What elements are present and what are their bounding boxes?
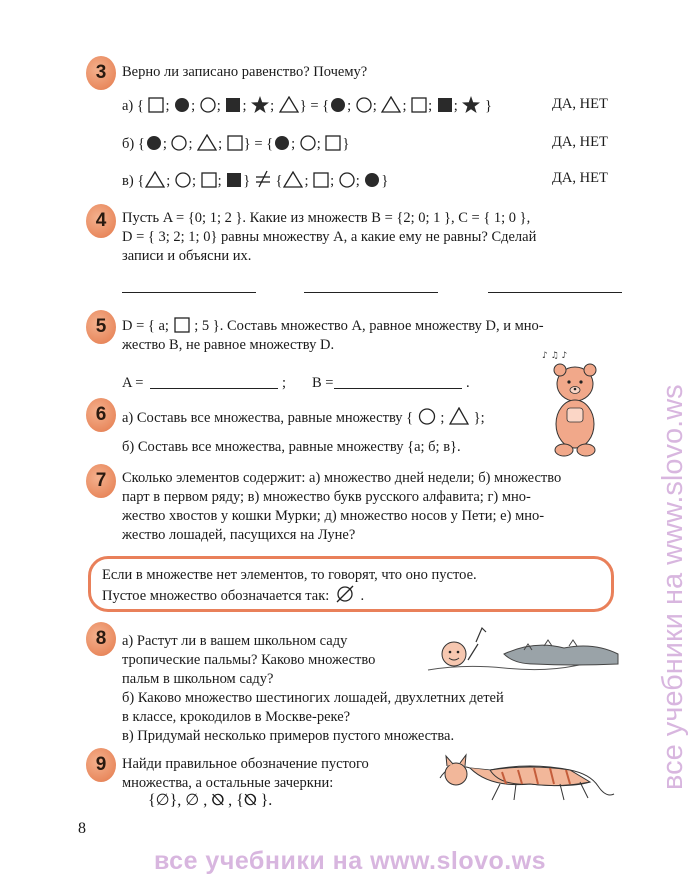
separator: ; (282, 375, 287, 391)
circle-icon (418, 408, 436, 425)
exercise-3b-set: б) { ; ; ; } = { ; ; } (122, 136, 350, 152)
side-watermark (642, 110, 700, 800)
answer-blank-1[interactable] (122, 292, 256, 293)
empty-set-icon (334, 585, 356, 603)
exercise-6-number: 6 (86, 398, 116, 432)
exercise-9-number: 9 (86, 748, 116, 782)
triangle-icon (145, 171, 165, 188)
star-icon (251, 96, 269, 113)
circle-icon (300, 135, 316, 151)
definition-line2 (102, 585, 364, 606)
bear-illustration (540, 346, 610, 462)
set-d-end: ; 5 }. Составь множество A, равное множеству D, и мно- (194, 318, 544, 334)
exercise-3a-answer: ДА, НЕТ (552, 96, 608, 112)
triangle-icon (197, 134, 217, 151)
answer-blank-2[interactable] (304, 292, 438, 293)
square-icon (411, 97, 427, 113)
definition-line2-end: . (360, 588, 365, 604)
triangle-icon (381, 96, 401, 113)
exercise-8b-line2: в классе, крокодилов в Москве-реке? (122, 709, 351, 725)
set-d-start: D = { а; (122, 318, 169, 334)
exercise-5-line1 (122, 317, 544, 336)
separator: ; (440, 410, 445, 426)
exercise-8a-line1: а) Растут ли в вашем школьном саду (122, 633, 348, 649)
exercise-7-line2: парт в первом ряду; в) множество букв русского алфавита; г) мно- (122, 489, 531, 505)
filled-square-icon (437, 97, 453, 113)
answer-blank-3[interactable] (488, 292, 622, 293)
exercise-4-number: 4 (86, 204, 116, 238)
triangle-icon (279, 96, 299, 113)
exercise-7-number: 7 (86, 464, 116, 498)
exercise-8a-line2: тропические пальмы? Каково множество (122, 652, 376, 668)
not-equal-icon (255, 170, 271, 188)
filled-square-icon (226, 172, 242, 188)
exercise-9-line2: множества, а остальные зачеркни: (122, 775, 334, 791)
circle-icon (356, 97, 372, 113)
exercise-5-line2: жество B, не равное множеству D. (122, 337, 335, 353)
item-label: а) (122, 98, 134, 114)
exercise-9-line1: Найди правильное обозначение пустого (122, 756, 369, 772)
exercise-8c: в) Придумай несколько примеров пустого множества. (122, 728, 455, 744)
exercise-4-line3: записи и объясни их. (122, 248, 252, 264)
triangle-icon (283, 171, 303, 188)
filled-circle-icon (174, 97, 190, 113)
exercise-3a-set: а) { ; ; ; ; ; } = { ; ; ; ; ; } (122, 98, 492, 114)
circle-icon (339, 172, 355, 188)
square-icon (227, 135, 243, 151)
item-label: в) (122, 173, 134, 189)
exercise-7-line1: Сколько элементов содержит: а) множество дней недели; б) множество (122, 470, 562, 486)
filled-circle-icon (146, 135, 162, 151)
square-icon (174, 317, 190, 333)
square-icon (201, 172, 217, 188)
page-number: 8 (78, 820, 86, 837)
bottom-watermark: все учебники на www.slovo.ws (153, 847, 547, 875)
exercise-3b-answer: ДА, НЕТ (552, 134, 608, 150)
circle-icon (171, 135, 187, 151)
exercise-3v-answer: ДА, НЕТ (552, 170, 608, 186)
set-b-label: B = (312, 375, 334, 391)
empty-set-options: {∅}, ∅ , ⦰ , {⦰ }. (148, 792, 273, 809)
exercise-6a-text: а) Составь все множества, равные множеству { (122, 410, 414, 426)
set-end: }; (473, 410, 485, 426)
filled-circle-icon (364, 172, 380, 188)
svg-text:♪ ♫ ♪: ♪ ♫ ♪ (542, 351, 568, 361)
exercise-8-number: 8 (86, 622, 116, 656)
item-label: б) (122, 136, 135, 152)
exercise-3v-set: в) { ; ; ; } { ; ; ; } (122, 170, 388, 191)
exercise-8b-line1: б) Каково множество шестиногих лошадей, двухлетних детей (122, 690, 504, 706)
exercise-4-line2: D = { 3; 2; 1; 0} равны множеству A, а какие ему не равны? Сделай (122, 229, 537, 245)
exercise-3-number: 3 (86, 56, 116, 90)
exercise-6a (122, 407, 485, 428)
circle-icon (200, 97, 216, 113)
exercise-4-line1: Пусть A = {0; 1; 2 }. Какие из множеств B = {2; 0; 1 }, C = { 1; 0 }, (122, 210, 531, 226)
river-illustration (424, 624, 620, 680)
set-b-blank[interactable] (334, 388, 462, 389)
filled-circle-icon (274, 135, 290, 151)
definition-line1: Если в множестве нет элементов, то говорят, что оно пустое. (102, 567, 477, 583)
end-period: . (466, 375, 470, 391)
filled-circle-icon (330, 97, 346, 113)
square-icon (325, 135, 341, 151)
set-a-blank[interactable] (150, 388, 278, 389)
exercise-3-question: Верно ли записано равенство? Почему? (122, 64, 368, 80)
star-icon (462, 96, 480, 113)
cat-illustration (430, 748, 616, 806)
exercise-6b: б) Составь все множества, равные множеству {а; б; в}. (122, 439, 461, 455)
exercise-7-line3: жество хвостов у кошки Мурки; д) множество носов у Пети; е) мно- (122, 508, 545, 524)
side-watermark-text: все учебники на www.slovo.ws (657, 384, 689, 790)
triangle-icon (449, 407, 469, 425)
exercise-7-line4: жество лошадей, пасущихся на Луне? (122, 527, 356, 543)
square-icon (313, 172, 329, 188)
exercise-5-number: 5 (86, 310, 116, 344)
square-icon (148, 97, 164, 113)
exercise-8a-line3: пальм в школьном саду? (122, 671, 274, 687)
set-a-label: A = (122, 375, 144, 391)
definition-line2-text: Пустое множество обозначается так: (102, 588, 330, 604)
circle-icon (175, 172, 191, 188)
filled-square-icon (225, 97, 241, 113)
